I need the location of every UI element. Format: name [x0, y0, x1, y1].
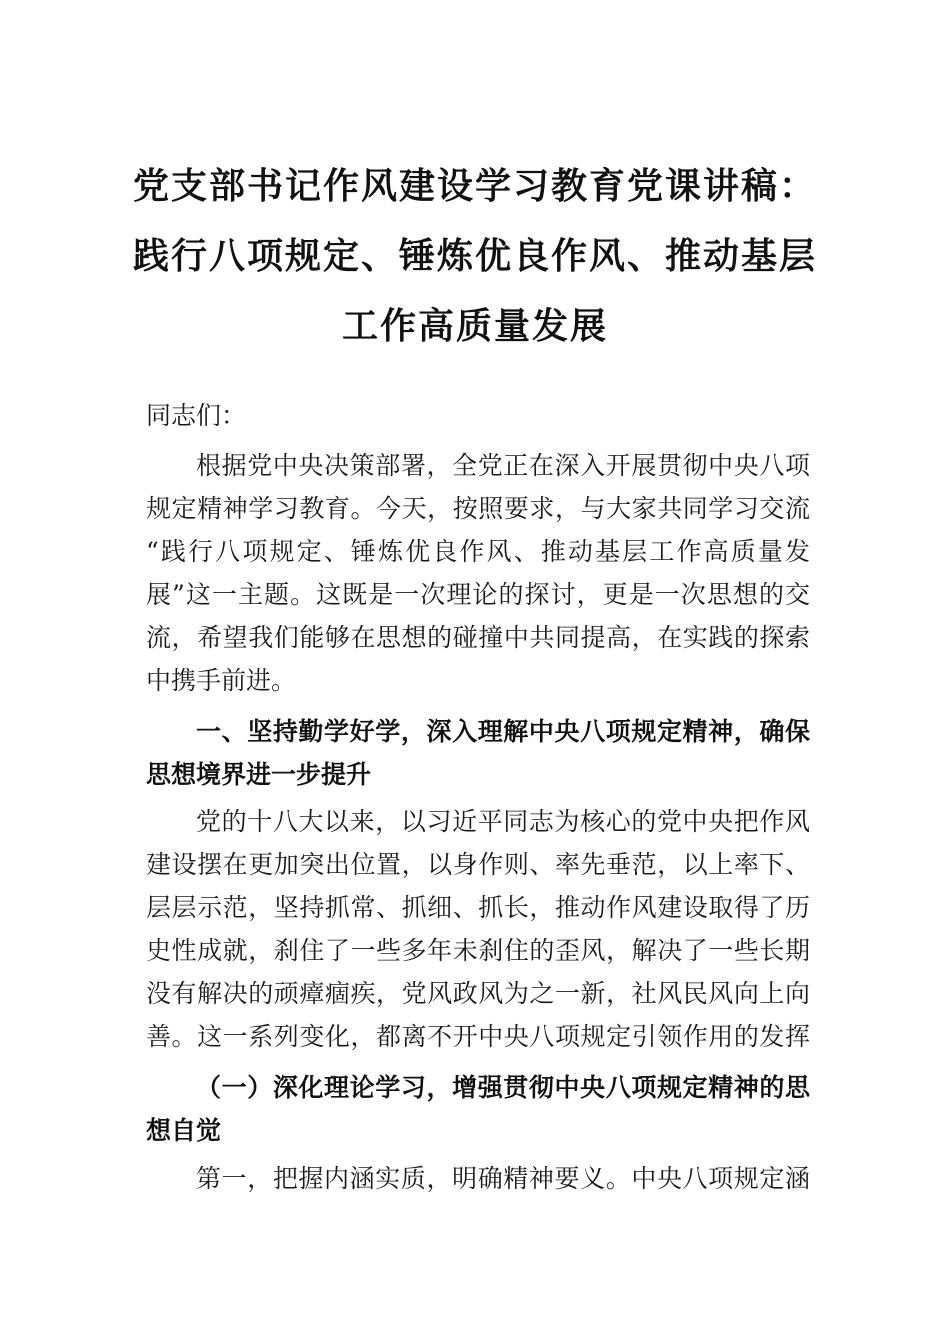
section-1-paragraph-line: 善。这一系列变化，都离不开中央八项规定引领作用的发挥 [146, 1022, 810, 1051]
intro-paragraph-line: 中携手前进。 [146, 666, 297, 695]
salutation: 同志们： [146, 401, 247, 430]
intro-paragraph-line: 流，希望我们能够在思想的碰撞中共同提高，在实践的探索 [146, 623, 810, 652]
section-1-heading-line: 一、坚持勤学好学，深入理解中央八项规定精神，确保 [196, 717, 810, 746]
intro-paragraph-line: 根据党中央决策部署，全党正在深入开展贯彻中央八项 [196, 451, 810, 480]
intro-paragraph-line: “践行八项规定、锤炼优良作风、推动基层工作高质量发 [146, 537, 810, 566]
document-title-line-3: 工作高质量发展 [341, 305, 608, 347]
intro-paragraph-line: 规定精神学习教育。今天，按照要求，与大家共同学习交流 [146, 494, 810, 523]
subsection-1-heading-line: 想自觉 [146, 1116, 222, 1145]
section-1-paragraph-line: 没有解决的顽瘴痼疾，党风政风为之一新，社风民风向上向 [146, 979, 810, 1008]
section-1-paragraph-line: 建设摆在更加突出位置，以身作则、率先垂范，以上率下、 [146, 850, 810, 879]
section-1-paragraph-line: 党的十八大以来，以习近平同志为核心的党中央把作风 [196, 807, 810, 836]
section-1-paragraph-line: 史性成就，刹住了一些多年未刹住的歪风，解决了一些长期 [146, 936, 810, 965]
section-1-paragraph-line: 层层示范，坚持抓常、抓细、抓长，推动作风建设取得了历 [146, 893, 810, 922]
subsection-1-heading-line: （一）深化理论学习，增强贯彻中央八项规定精神的思 [196, 1073, 810, 1102]
first-point-line: 第一，把握内涵实质，明确精神要义。中央八项规定涵 [196, 1164, 810, 1193]
document-title-line-2: 践行八项规定、锤炼优良作风、推动基层 [132, 235, 817, 277]
document-title-line-1: 党支部书记作风建设学习教育党课讲稿： [132, 165, 817, 207]
intro-paragraph-line: 展”这一主题。这既是一次理论的探讨，更是一次思想的交 [146, 580, 810, 609]
section-1-heading-line: 思想境界进一步提升 [146, 760, 372, 789]
